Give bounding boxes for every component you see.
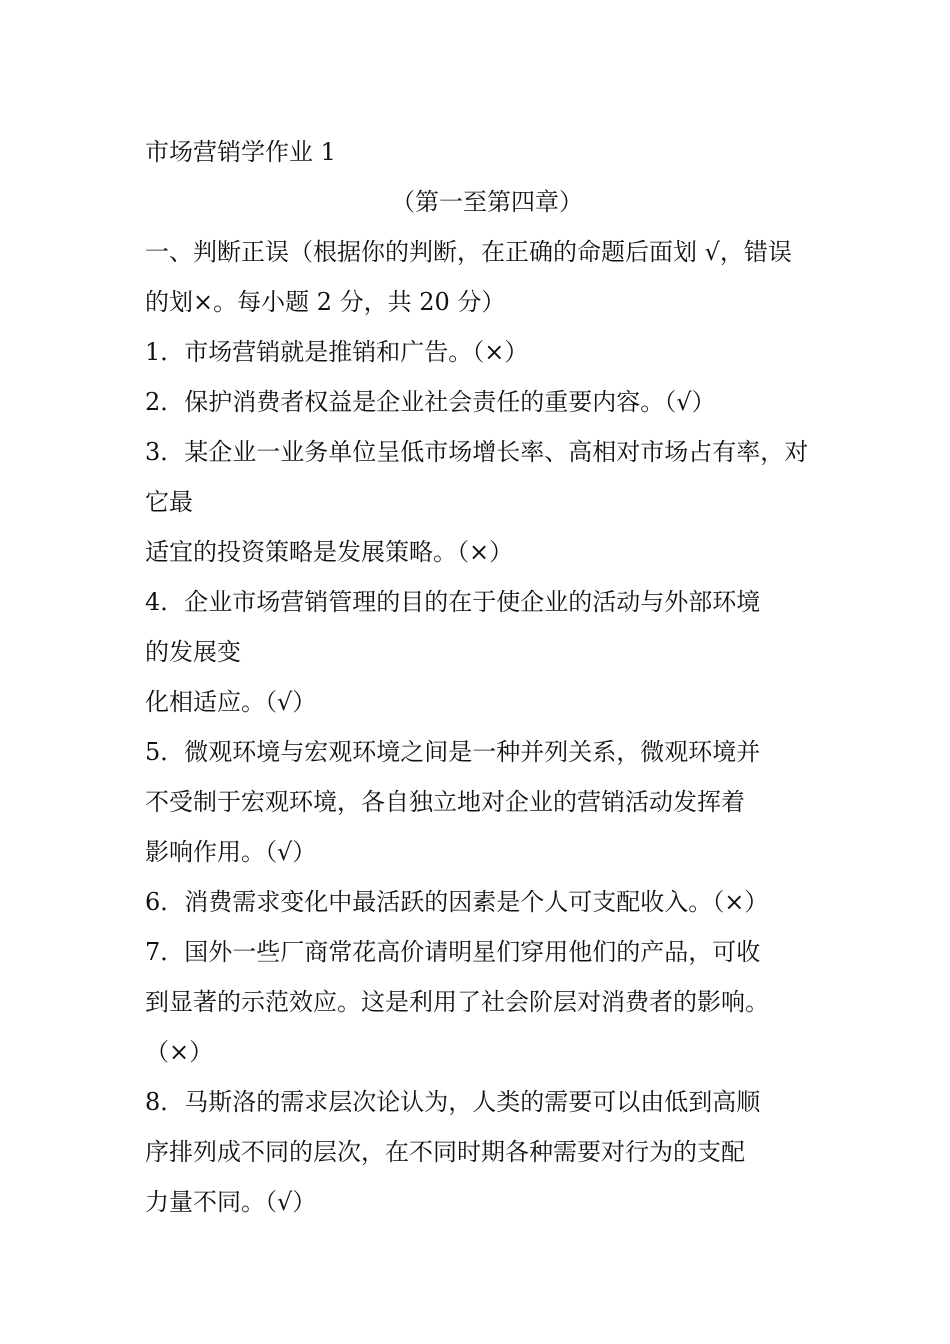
section-heading-line: 的划×。每小题 2 分，共 20 分） [145, 288, 506, 316]
question-line: 2．保护消费者权益是企业社会责任的重要内容。（√） [145, 388, 716, 416]
question-line: （×） [145, 1038, 214, 1066]
question-item-1 [145, 327, 815, 377]
question-line: 它最 [145, 488, 193, 516]
section-heading-line: 一、判断正误（根据你的判断，在正确的命题后面划 √，错误 [145, 238, 792, 266]
question-line: 的发展变 [145, 638, 241, 666]
question-line: 7．国外一些厂商常花高价请明星们穿用他们的产品，可收 [145, 938, 761, 966]
question-line: 3．某企业一业务单位呈低市场增长率、高相对市场占有率，对 [145, 438, 809, 466]
question-line: 不受制于宏观环境，各自独立地对企业的营销活动发挥着 [145, 788, 745, 816]
question-line: 4．企业市场营销管理的目的在于使企业的活动与外部环境 [145, 588, 761, 616]
question-item-6 [145, 877, 815, 927]
question-line: 5．微观环境与宏观环境之间是一种并列关系，微观环境并 [145, 738, 761, 766]
question-line: 序排列成不同的层次，在不同时期各种需要对行为的支配 [145, 1138, 745, 1166]
document-title: 市场营销学作业 1 [145, 138, 336, 166]
question-line: 到显著的示范效应。这是利用了社会阶层对消费者的影响。 [145, 988, 769, 1016]
document-body [145, 127, 815, 1227]
question-line: 影响作用。（√） [145, 838, 317, 866]
question-item-3 [145, 427, 815, 577]
question-item-7 [145, 927, 815, 1077]
question-item-2 [145, 377, 815, 427]
document-subtitle: （第一至第四章） [391, 188, 583, 216]
question-line: 适宜的投资策略是发展策略。（×） [145, 538, 514, 566]
question-item-4 [145, 577, 815, 727]
question-item-8 [145, 1077, 815, 1227]
question-line: 8．马斯洛的需求层次论认为，人类的需要可以由低到高顺 [145, 1088, 761, 1116]
question-item-5 [145, 727, 815, 877]
question-line: 1．市场营销就是推销和广告。（×） [145, 338, 529, 366]
question-line: 力量不同。（√） [145, 1188, 317, 1216]
question-line: 6．消费需求变化中最活跃的因素是个人可支配收入。（×） [145, 888, 769, 916]
section-heading [145, 227, 815, 327]
question-line: 化相适应。（√） [145, 688, 317, 716]
